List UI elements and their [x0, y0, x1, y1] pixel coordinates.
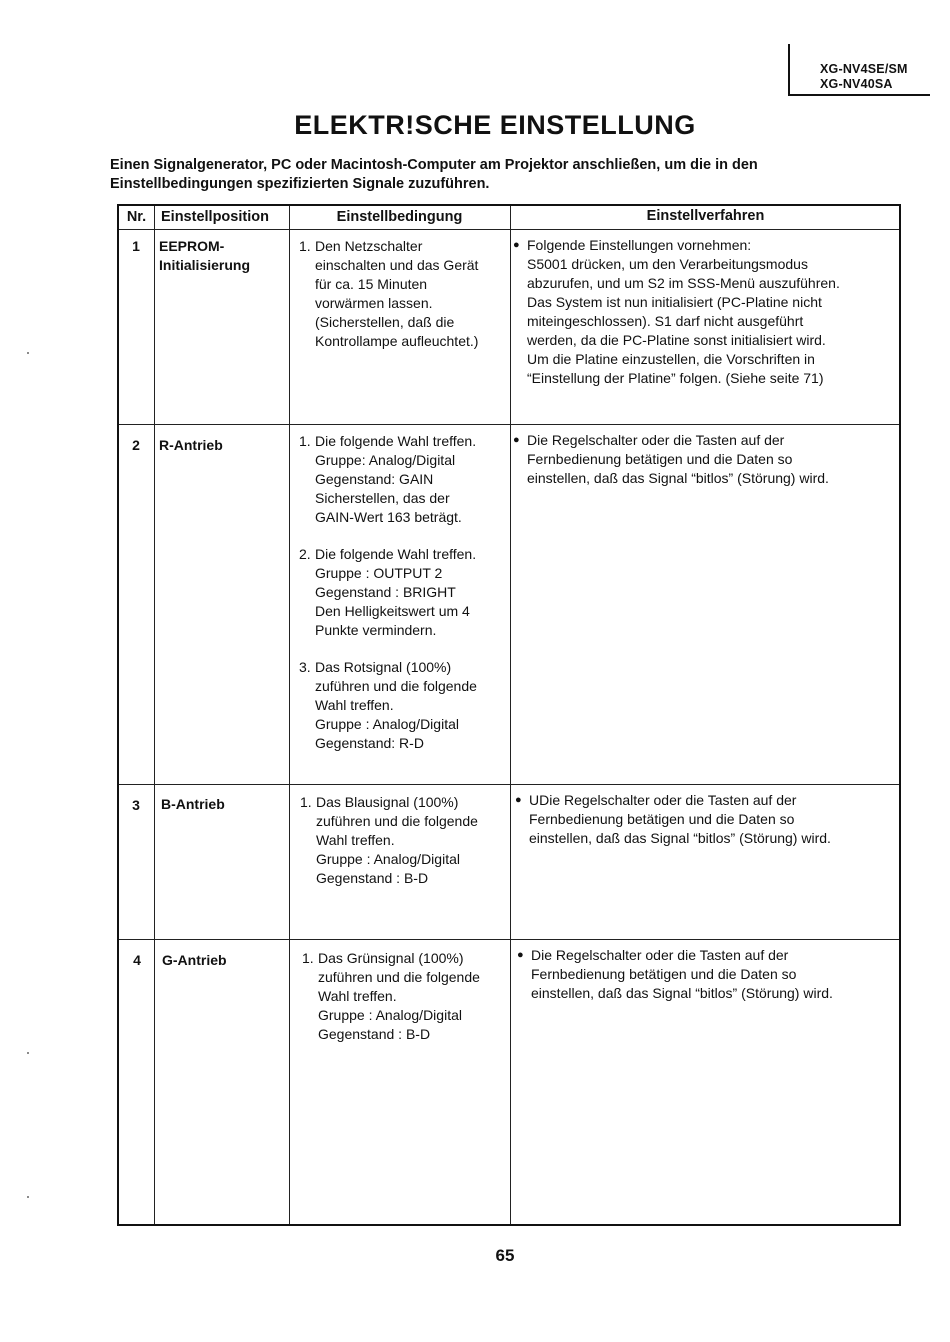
row-2-condition — [299, 432, 477, 753]
condition-step — [299, 432, 477, 527]
bullet-icon: ● — [513, 239, 520, 251]
step-text — [316, 793, 478, 888]
row-4-condition — [302, 949, 480, 1044]
condition-step — [302, 949, 480, 1044]
step-line: zuführen und die folgende — [316, 813, 478, 829]
step-line: vorwärmen lassen. — [315, 295, 433, 311]
step-line: Kontrollampe aufleuchtet.) — [315, 333, 479, 349]
step-text — [315, 237, 478, 351]
adjustment-table — [117, 204, 901, 1226]
column-divider-position — [289, 206, 290, 1224]
row-3-nr: 3 — [132, 797, 140, 813]
step-line: Punkte vermindern. — [315, 622, 437, 638]
procedure-line: einstellen, daß das Signal “bitlos” (Störung) wird. — [531, 985, 833, 1001]
step-line: Gegenstand : BRIGHT — [315, 584, 456, 600]
row-1-condition — [299, 237, 478, 351]
row-2-nr: 2 — [132, 437, 140, 453]
procedure-line: Die Regelschalter oder die Tasten auf der — [527, 432, 785, 448]
step-number: 1. — [302, 950, 314, 966]
step-line: zuführen und die folgende — [315, 678, 477, 694]
step-line: Den Helligkeitswert um 4 — [315, 603, 470, 619]
step-line: Gruppe: Analog/Digital — [315, 452, 456, 468]
step-line: Gruppe : Analog/Digital — [315, 716, 459, 732]
condition-step — [299, 237, 478, 351]
step-number: 3. — [299, 659, 311, 675]
procedure-text — [527, 236, 840, 388]
procedure-line: Das System ist nun initialisiert (PC-Platine nicht — [527, 294, 822, 310]
procedure-line: einstellen, daß das Signal “bitlos” (Störung) wird. — [529, 830, 831, 846]
step-text — [315, 658, 477, 753]
step-line: Das Grünsignal (100%) — [318, 950, 464, 966]
step-line: Die folgende Wahl treffen. — [315, 433, 477, 449]
step-line: Gruppe : Analog/Digital — [316, 851, 460, 867]
row-4-position — [162, 951, 227, 970]
procedure-text — [531, 946, 833, 1003]
step-line: Wahl treffen. — [318, 988, 397, 1004]
scan-speck — [27, 352, 29, 354]
step-line: einschalten und das Gerät — [315, 257, 479, 273]
step-number: 2. — [299, 546, 311, 562]
row-divider-2 — [119, 784, 899, 785]
page-number: 65 — [495, 1246, 515, 1265]
step-line: Gegenstand : B-D — [318, 1026, 431, 1042]
header-row-divider — [119, 229, 899, 230]
condition-step — [299, 545, 477, 640]
step-text — [315, 432, 476, 527]
procedure-line: einstellen, daß das Signal “bitlos” (Störung) wird. — [527, 470, 829, 486]
position-line: R-Antrieb — [159, 437, 223, 453]
procedure-line: Fernbedienung betätigen und die Daten so — [529, 811, 795, 827]
step-line: Das Rotsignal (100%) — [315, 659, 452, 675]
step-line: Wahl treffen. — [316, 832, 395, 848]
column-divider-condition — [510, 206, 511, 1224]
step-line: Gruppe : OUTPUT 2 — [315, 565, 443, 581]
condition-step — [300, 793, 478, 888]
step-line: Die folgende Wahl treffen. — [315, 546, 477, 562]
position-line: EEPROM- — [159, 238, 225, 254]
bullet-icon: ● — [515, 794, 522, 806]
step-line: Den Netzschalter — [315, 238, 423, 254]
row-divider-1 — [119, 424, 899, 425]
model-number-2: XG-NV40SA — [820, 77, 893, 91]
step-line: (Sicherstellen, daß die — [315, 314, 455, 330]
row-3-condition — [300, 793, 478, 888]
procedure-text — [527, 431, 829, 488]
bullet-icon: ● — [517, 949, 524, 961]
step-line: Das Blausignal (100%) — [316, 794, 459, 810]
row-3-position — [161, 795, 225, 814]
step-number: 1. — [299, 433, 311, 449]
procedure-line: miteingeschlossen). S1 darf nicht ausgeführt — [527, 313, 804, 329]
step-line: Gegenstand: R-D — [315, 735, 424, 751]
bullet-icon: ● — [513, 434, 520, 446]
step-number: 1. — [299, 238, 311, 254]
column-divider-nr — [154, 206, 155, 1224]
row-2-procedure — [513, 431, 829, 488]
procedure-line: abzurufen, und um S2 im SSS-Menü auszuführen. — [527, 275, 840, 291]
row-1-procedure — [513, 236, 840, 388]
condition-step — [299, 658, 477, 753]
scan-speck — [27, 1196, 29, 1198]
procedure-line: Fernbedienung betätigen und die Daten so — [531, 966, 797, 982]
row-1-position — [159, 237, 250, 275]
header-position: Einstellposition — [161, 209, 269, 225]
step-line: zuführen und die folgende — [318, 969, 480, 985]
position-line: G-Antrieb — [162, 952, 227, 968]
procedure-line: UDie Regelschalter oder die Tasten auf der — [529, 792, 797, 808]
procedure-line: S5001 drücken, um den Verarbeitungsmodus — [527, 256, 808, 272]
procedure-line: Um die Platine einzustellen, die Vorschriften in — [527, 351, 815, 367]
model-number-1: XG-NV4SE/SM — [820, 62, 908, 76]
step-number: 1. — [300, 794, 312, 810]
procedure-line: Folgende Einstellungen vornehmen: — [527, 237, 752, 253]
procedure-line: Fernbedienung betätigen und die Daten so — [527, 451, 793, 467]
model-number-box — [788, 44, 930, 96]
position-line: Initialisierung — [159, 257, 251, 273]
procedure-line: Die Regelschalter oder die Tasten auf der — [531, 947, 789, 963]
header-procedure: Einstellverfahren — [646, 208, 765, 224]
intro-text: Einen Signalgenerator, PC oder Macintosh-Computer am Projektor anschließen, um die in den Einstellbedingungen spezifizierten Signale zuzuführen. — [110, 157, 758, 192]
procedure-text — [529, 791, 831, 848]
step-line: Gegenstand : B-D — [316, 870, 429, 886]
procedure-line: “Einstellung der Platine” folgen. (Siehe seite 71) — [527, 370, 824, 386]
step-line: Wahl treffen. — [315, 697, 394, 713]
step-line: für ca. 15 Minuten — [315, 276, 428, 292]
step-line: Sicherstellen, das der — [315, 490, 450, 506]
header-nr: Nr. — [126, 209, 147, 225]
step-text — [315, 545, 476, 640]
step-line: Gruppe : Analog/Digital — [318, 1007, 462, 1023]
position-line: B-Antrieb — [161, 796, 225, 812]
row-1-nr: 1 — [132, 238, 140, 254]
row-3-procedure — [515, 791, 831, 848]
row-4-procedure — [517, 946, 833, 1003]
row-4-nr: 4 — [133, 952, 141, 968]
scan-speck — [27, 1052, 29, 1054]
procedure-line: werden, da die PC-Platine sonst initialisiert wird. — [527, 332, 826, 348]
step-line: GAIN-Wert 163 beträgt. — [315, 509, 462, 525]
step-text — [318, 949, 480, 1044]
row-2-position — [159, 436, 223, 455]
header-condition: Einstellbedingung — [336, 209, 463, 225]
page-title: ELEKTR!SCHE EINSTELLUNG — [294, 110, 696, 140]
row-divider-3 — [119, 939, 899, 940]
step-line: Gegenstand: GAIN — [315, 471, 434, 487]
